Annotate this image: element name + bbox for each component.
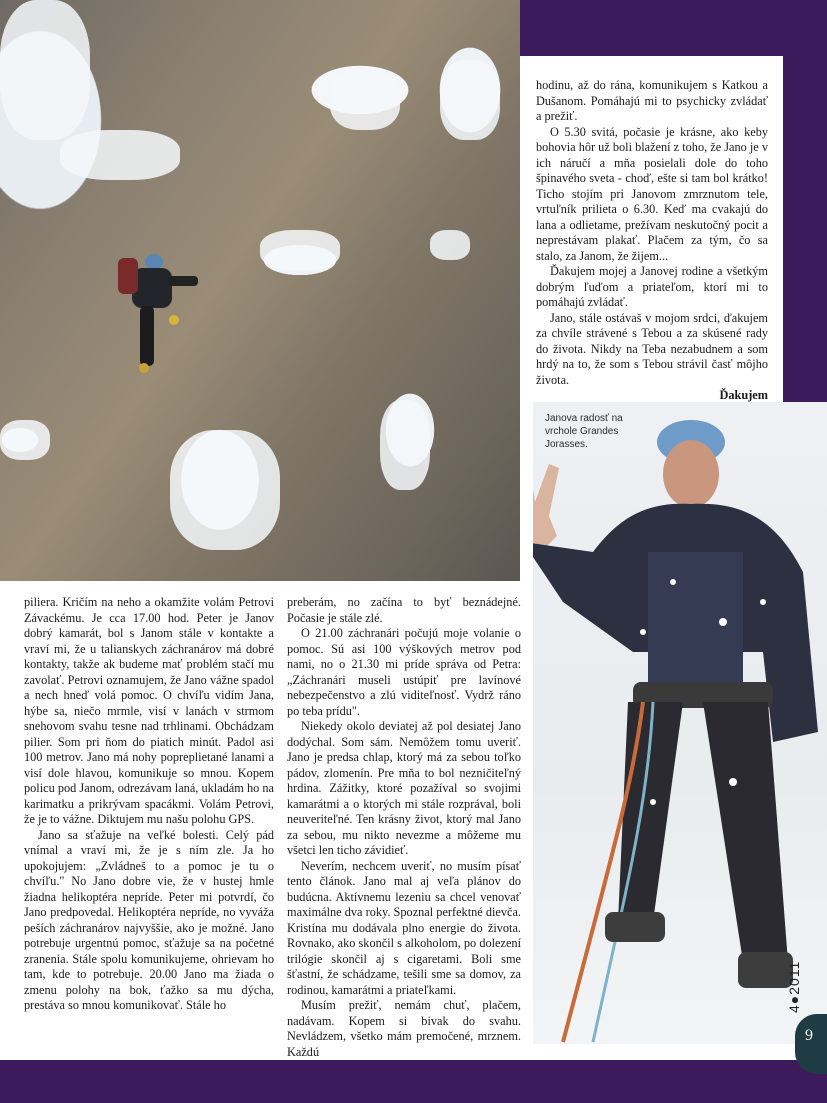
paragraph: hodinu, až do rána, komunikujem s Katkou a Dušanom. Pomáhajú mi to psychicky zvládať a prežiť. [536,78,768,123]
article-column-right [536,78,768,404]
paragraph: preberám, no začína to byť beznádejné. Počasie je stále zlé. [287,595,521,625]
paragraph: Niekedy okolo deviatej až pol desiatej Jano dodýchal. Som sám. Nemôžem tomu uveriť. Jano je predsa chlap, ktorý má za sebou toľko pádov, zlomenín. Pre mňa to bol nezničiteľný hrdina. Zážitky, ktoré pozažíval so svojimi kamarátmi a o ktorých mi stále rozprával, boli neuveriteľné. Ten krásny život, ktorý mal Jano za sebou, mu nikto nevezme a môžeme mu všetci len ticho závidieť. [287,719,521,857]
paragraph: O 5.30 svitá, počasie je krásne, ako keby bohovia hôr už boli blažení z toho, že Jano je v ich náručí a mňa posielali dole do toho špinavého sveta - choď, ešte si tam bol krátko! Ticho stojím pri Janovom zmrznutom tele, vrtuľník prilieta o 6.30. Keď ma cvakajú do lana a odlietame, prežívam neskutočný pocit a neprestávam plakať. Plačem za tým, čo sa stalo, za Janom, že žijem... [536,124,768,263]
climbing-photo [0,0,520,581]
article-column-left [24,595,274,1014]
article-column-middle [287,595,521,1060]
climber-figure [112,250,202,380]
paragraph: Jano, stále ostávaš v mojom srdci, ďakujem za chvíle strávené s Tebou a za skúsené rady do života. Nikdy na Teba nezabudnem a som hrdý na to, že som s Tebou strávil časť môjho života. [536,310,768,387]
paragraph: Ďakujem mojej a Janovej rodine a všetkým dobrým ľuďom a priateľom, ktorí mi to pomáhajú zvládať. [536,264,768,309]
climber-portrait [533,402,827,1044]
purple-band-bottom [0,1060,827,1103]
paragraph: Musím prežiť, nemám chuť, plačem, nadávam. Kopem si bivak do svahu. Nevládzem, všetko mám premočené, mrznem. Každú [287,998,521,1059]
photo-caption: Janova radosť na vrchole Grandes Jorasses. [545,413,623,450]
issue-label: 4●2011 [786,960,802,1013]
paragraph: Neverím, nechcem uveriť, no musím písať tento článok. Jano mal aj veľa plánov do budúcna. Aktívnemu lezeniu sa chcel venovať maximálne dva roky. Spoznal perfektné dievča. Kristína mu dodávala plno energie do života. Rovnako, ako skončil s alkoholom, po dolezení trilógie skončil aj s cigaretami. Boli sme šťastní, že schádzame, tešili sme sa domov, za rodinou, kamarátmi a priateľkami. [287,858,521,997]
purple-band-top [520,0,827,56]
paragraph: piliera. Kričím na neho a okamžite volám Petrovi Závackému. Je cca 17.00 hod. Peter je Janov dobrý kamarát, bol s Janom stále v kontakte a vraví mi, že u talianskych záchranárov má dobré kontakty, takže ak budeme mať problém stačí mu zavolať. Petrovi oznamujem, že Jano vážne spadol a nech hneď volá pomoc. O chvíľu vidím Jana, hýbe sa, niečo mrmle, visí v lanách v strmom snehovom svahu tesne nad trhlinami. Obchádzam pilier. Som pri ňom do piatich minút. Padol asi 100 metrov. Jano má nohy popreplietané lanami a visí dole hlavou, komunikuje so mnou. Kopem policu pod Janom, odrezávam laná, ukladám ho na karimatku a prikrývam spacákmi. Volám Petrovi, že je to vážne. Diktujem mu našu polohu GPS. [24,595,274,826]
signature: Ďakujem [719,388,768,402]
paragraph: O 21.00 záchranári počujú moje volanie o pomoc. Sú asi 100 výškových metrov pod nami, no o 21.30 mi príde správa od Petra: „Záchranári museli ustúpiť pre lavínové nebezpečenstvo a zlú viditeľnosť. Vydrž ráno po teba prídu". [287,626,521,718]
paragraph: Jano sa sťažuje na veľké bolesti. Celý pád vnímal a vraví mi, že je s ním zle. Ja ho upokojujem: „Zvládneš to a pomoc je tu o chvíľu." No Jano dobre vie, že v hustej hmle žiadna helikoptéra nepríde. Peter mi potvrdí, čo Jano predpovedal. Helikoptéra nepríde, no vyváža peších záchranárov najvyššie, ako je možné. Jano potrebuje urgentnú pomoc, sťažuje sa na početné zranenia. Stále spolu komunikujeme, ohrievam ho tam, kde to potrebuje. 20.00 Jano ma žiada o zmenu polohy na bok, ťažko sa mu dýcha, prestáva so mnou komunikovať. Stále ho [24,827,274,1012]
summit-portrait-photo [533,402,827,1044]
page-number: 9 [805,1027,813,1044]
purple-sidebar [783,56,827,402]
